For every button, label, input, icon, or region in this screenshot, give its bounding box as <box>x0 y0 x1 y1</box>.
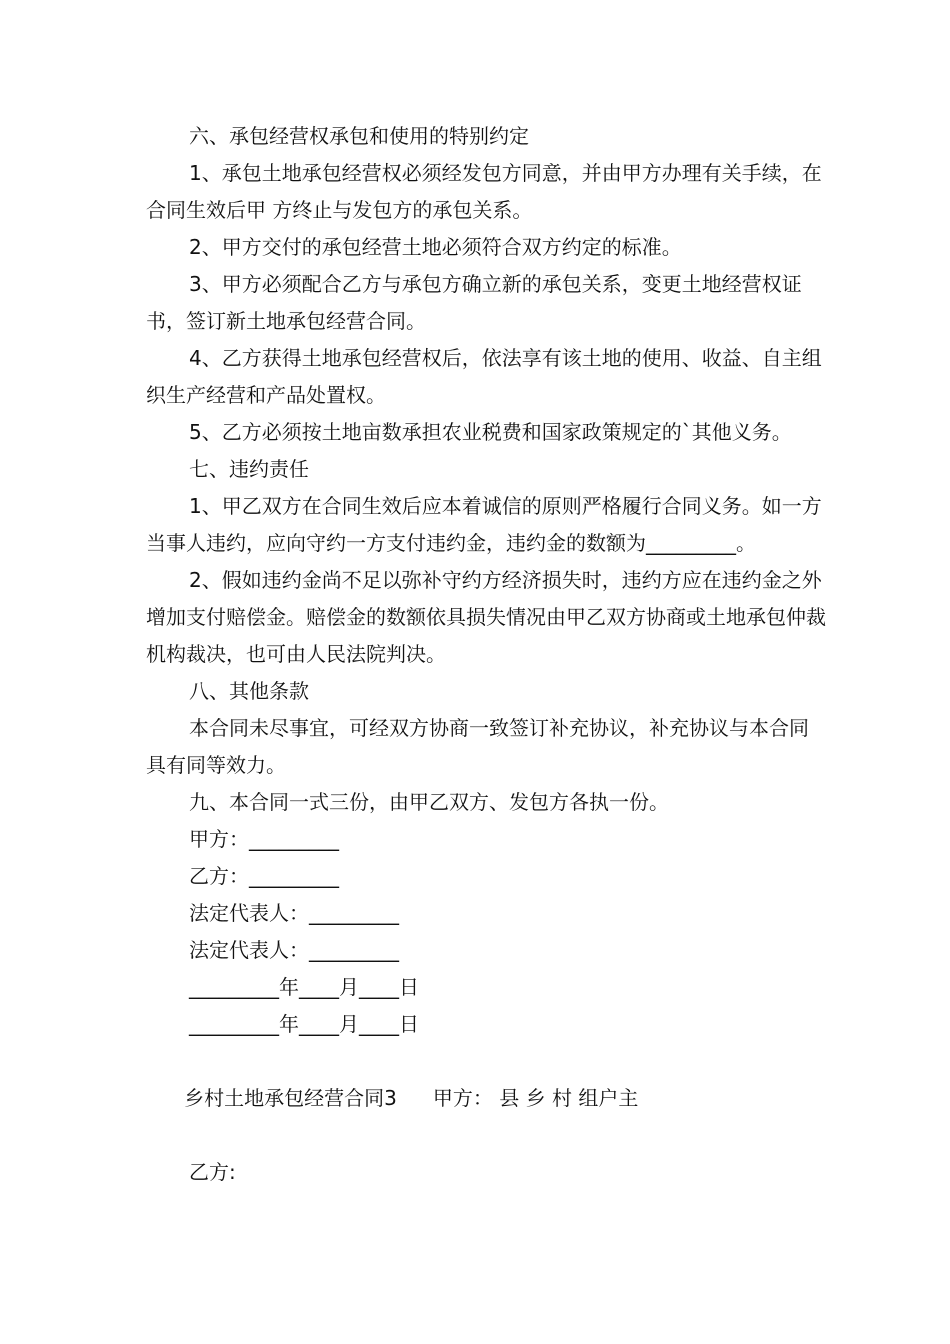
section-seven-heading: 七、违约责任 <box>189 457 309 481</box>
section-six-heading: 六、承包经营权承包和使用的特别约定 <box>189 124 529 148</box>
signature-party-a: 甲方：_________ <box>189 827 339 851</box>
clause-6-1: 1、承包土地承包经营权必须经发包方同意，并由甲方办理有关手续，在合同生效后甲 方终止与发包方的承包关系。 <box>146 161 822 222</box>
clause-6-5: 5、乙方必须按土地亩数承担农业税费和国家政策规定的`其他义务。 <box>189 420 792 444</box>
next-contract-party-a: 甲方： 县 乡 村 组户主 <box>432 1086 639 1110</box>
next-contract-header <box>146 1043 826 1154</box>
clause-6-4: 4、乙方获得土地承包经营权后，依法享有该土地的使用、收益、自主组织生产经营和产品处置权。 <box>146 346 822 407</box>
signature-party-b: 乙方：_________ <box>189 864 339 888</box>
signature-legal-rep-b: 法定代表人：_________ <box>189 938 399 962</box>
next-contract-party-b: 乙方: <box>189 1160 236 1184</box>
clause-6-3: 3、甲方必须配合乙方与承包方确立新的承包关系，变更土地经营权证书，签订新土地承包经营合同。 <box>146 272 802 333</box>
clause-7-2: 2、假如违约金尚不足以弥补守约方经济损失时，违约方应在违约金之外增加支付赔偿金。赔偿金的数额依具损失情况由甲乙双方协商或土地承包仲裁机构裁决，也可由人民法院判决。 <box>146 568 826 666</box>
next-contract-title: 乡村土地承包经营合同3 <box>184 1086 397 1110</box>
clause-7-1: 1、甲乙双方在合同生效后应本着诚信的原则严格履行合同义务。如一方当事人违约，应向守约一方支付违约金，违约金的数额为_________。 <box>146 494 822 555</box>
clause-8-body: 本合同未尽事宜，可经双方协商一致签订补充协议，补充协议与本合同具有同等效力。 <box>146 716 809 777</box>
section-eight-heading: 八、其他条款 <box>189 679 309 703</box>
clause-6-2: 2、甲方交付的承包经营土地必须符合双方约定的标准。 <box>189 235 682 259</box>
signature-date-a: _________年____月____日 <box>189 975 419 999</box>
signature-date-b: _________年____月____日 <box>189 1012 419 1036</box>
document-body <box>146 118 826 1191</box>
section-nine: 九、本合同一式三份，由甲乙双方、发包方各执一份。 <box>189 790 669 814</box>
signature-legal-rep-a: 法定代表人：_________ <box>189 901 399 925</box>
